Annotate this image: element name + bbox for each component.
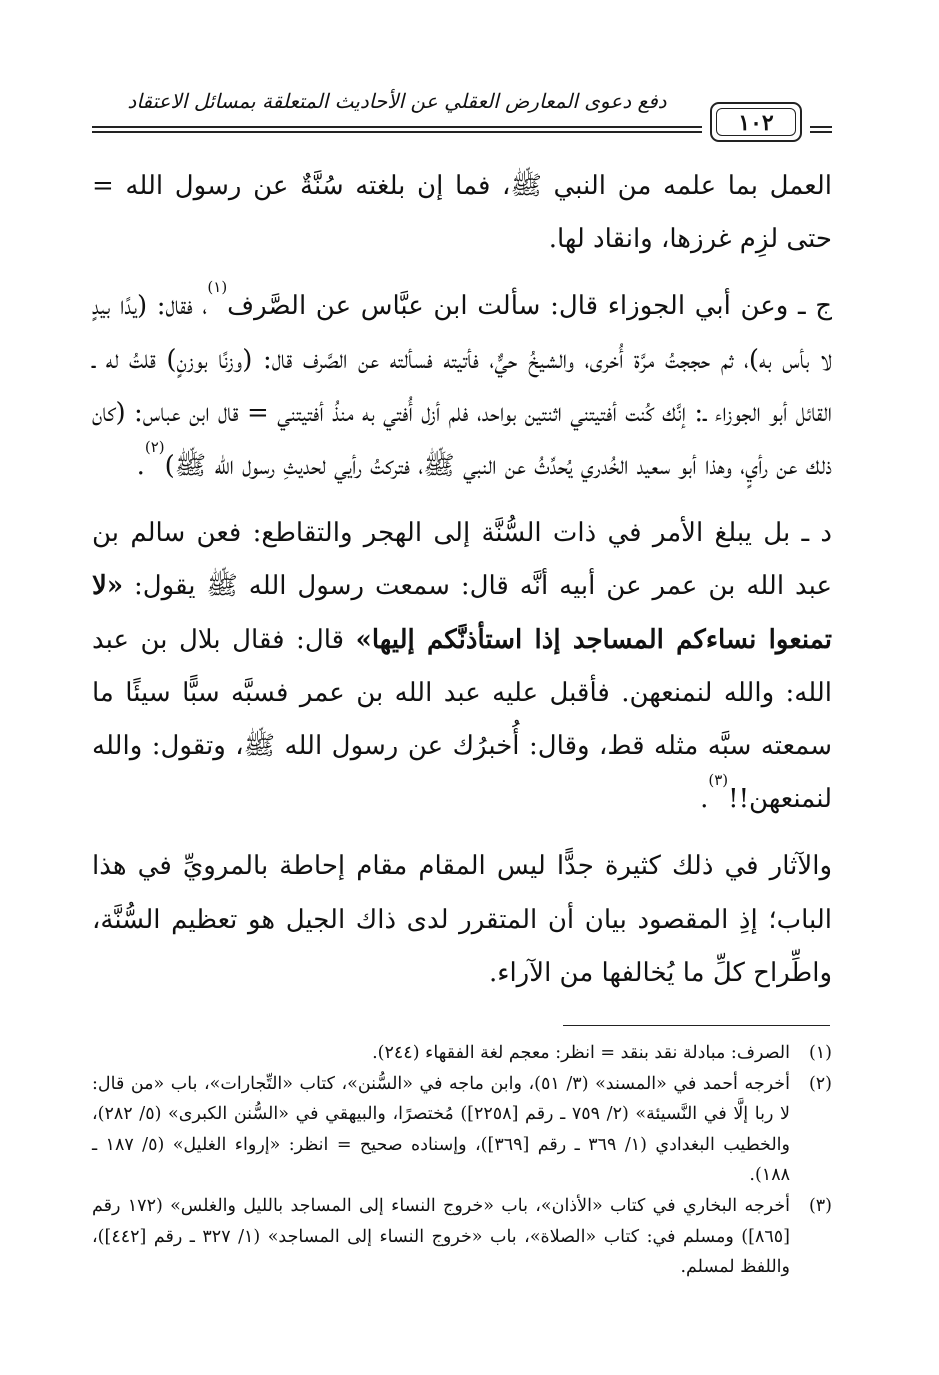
footnote-text: الصرف: مبادلة نقد بنقد = انظر: معجم لغة الفقهاء (٢٤٤). — [372, 1043, 790, 1063]
footnote-number: (١) — [808, 1043, 832, 1063]
main-text — [92, 160, 832, 1000]
paragraph-2: ج ـ وعن أبي الجوزاء قال: سألت ابن عبَّاس عن الصَّرف$^{(١)}$، فقال: (يدًا بيدٍ لا بأس به)، ثم حججتُ مرَّة أُخرى، والشيخُ حيٌّ، فأتيته فسألته عن الصَّرف قال: (وزنًا بوزنٍ) قلتُ له ـ القائل أبو الجوزاء ـ: إنَّك كُنت أفتيتني اثنتين بواحد، فلم أزل أُفتي به منذُ أفتيتني = قال ابن عباس: (كان ذلك عن رأيٍ، وهذا أبو سعيد الخُدري يُحدِّثُ عن النبي ﷺ، فتركتُ رأيي لحديثِ رسول الله ﷺ)$^{(٢)}$. — [92, 278, 832, 482]
footnote-text: أخرجه البخاري في كتاب «الأذان»، باب «خروج النساء إلى المساجد بالليل والغلس» (١٧٢ رقم [٨٦٥]) ومسلم في: كتاب «الصلاة»، باب «خروج النساء إلى المساجد» (١/ ٣٢٧ ـ رقم [٤٤٢])، واللفظ لمسلم. — [92, 1195, 790, 1278]
footnote-number: (٣) — [808, 1195, 832, 1216]
paragraph-4: والآثار في ذلك كثيرة جدًّا ليس المقام مقام إحاطة بالمرويِّ في هذا الباب؛ إذِ المقصود بيان أن المتقرر لدى ذاك الجيل هو تعظيم السُّنَّة، واطِّراح كلِّ ما يُخالفها من الآراء. — [92, 851, 832, 988]
paragraph-1: العمل بما علمه من النبي ﷺ، فما إن بلغته سُنَّةٌ عن رسول الله = حتى لزِم غرزها، وانقاد لها. — [92, 171, 832, 255]
footnote-ref-3: (٣) — [708, 771, 729, 790]
footnote-separator — [563, 1025, 830, 1026]
footnote-ref-2: (٢) — [144, 438, 165, 457]
running-title: دفع دعوى المعارض العقلي عن الأحاديث المتعلقة بمسائل الاعتقاد — [127, 89, 667, 113]
page-number-box — [710, 102, 802, 142]
footnote-number: (٢) — [808, 1073, 832, 1094]
footnote-2 — [92, 1069, 832, 1191]
page-header — [92, 84, 832, 144]
footnotes — [92, 1038, 832, 1283]
hadith-quote: «لا تمنعوا نساءكم المساجد إذا استأذنَّكم إليها» — [92, 571, 832, 655]
footnote-3 — [92, 1191, 832, 1283]
footnote-text: أخرجه أحمد في «المسند» (٣/ ٥١)، وابن ماجه في «السُّنن»، كتاب «التِّجارات»، باب «من قال: لا ربا إلَّا في النَّسيئة» (٢/ ٧٥٩ ـ رقم [٢٢٥٨]) مُختصرًا، والبيهقي في «السُّنن الكبرى» (٥/ ٢٨٢)، والخطيب البغدادي (١/ ٣٦٩ ـ رقم [٣٦٩])، وإسناده صحيح = انظر: «إرواء الغليل» (٥/ ١٨٧ ـ ١٨٨). — [92, 1073, 791, 1186]
footnote-1 — [92, 1038, 832, 1069]
footnote-ref-1: (١) — [207, 278, 228, 297]
paragraph-3: د ـ بل يبلغ الأمر في ذات السُّنَّة إلى الهجر والتقاطع: فعن سالم بن عبد الله بن عمر عن أبيه أنَّه قال: سمعت رسول الله ﷺ يقول: «لا تمنعوا نساءكم المساجد إذا استأذنَّكم إليها» قال: فقال بلال بن عبد الله: والله لنمنعهن. فأقبل عليه عبد الله بن عمر فسبَّه سبًّا سيئًا ما سمعته سبَّه مثله قط، وقال: أُخبرُك عن رسول الله ﷺ، وتقول: والله لنمنعهن!!$^{(٣)}$. — [92, 518, 832, 815]
page-number: ١٠٢ — [716, 108, 796, 136]
